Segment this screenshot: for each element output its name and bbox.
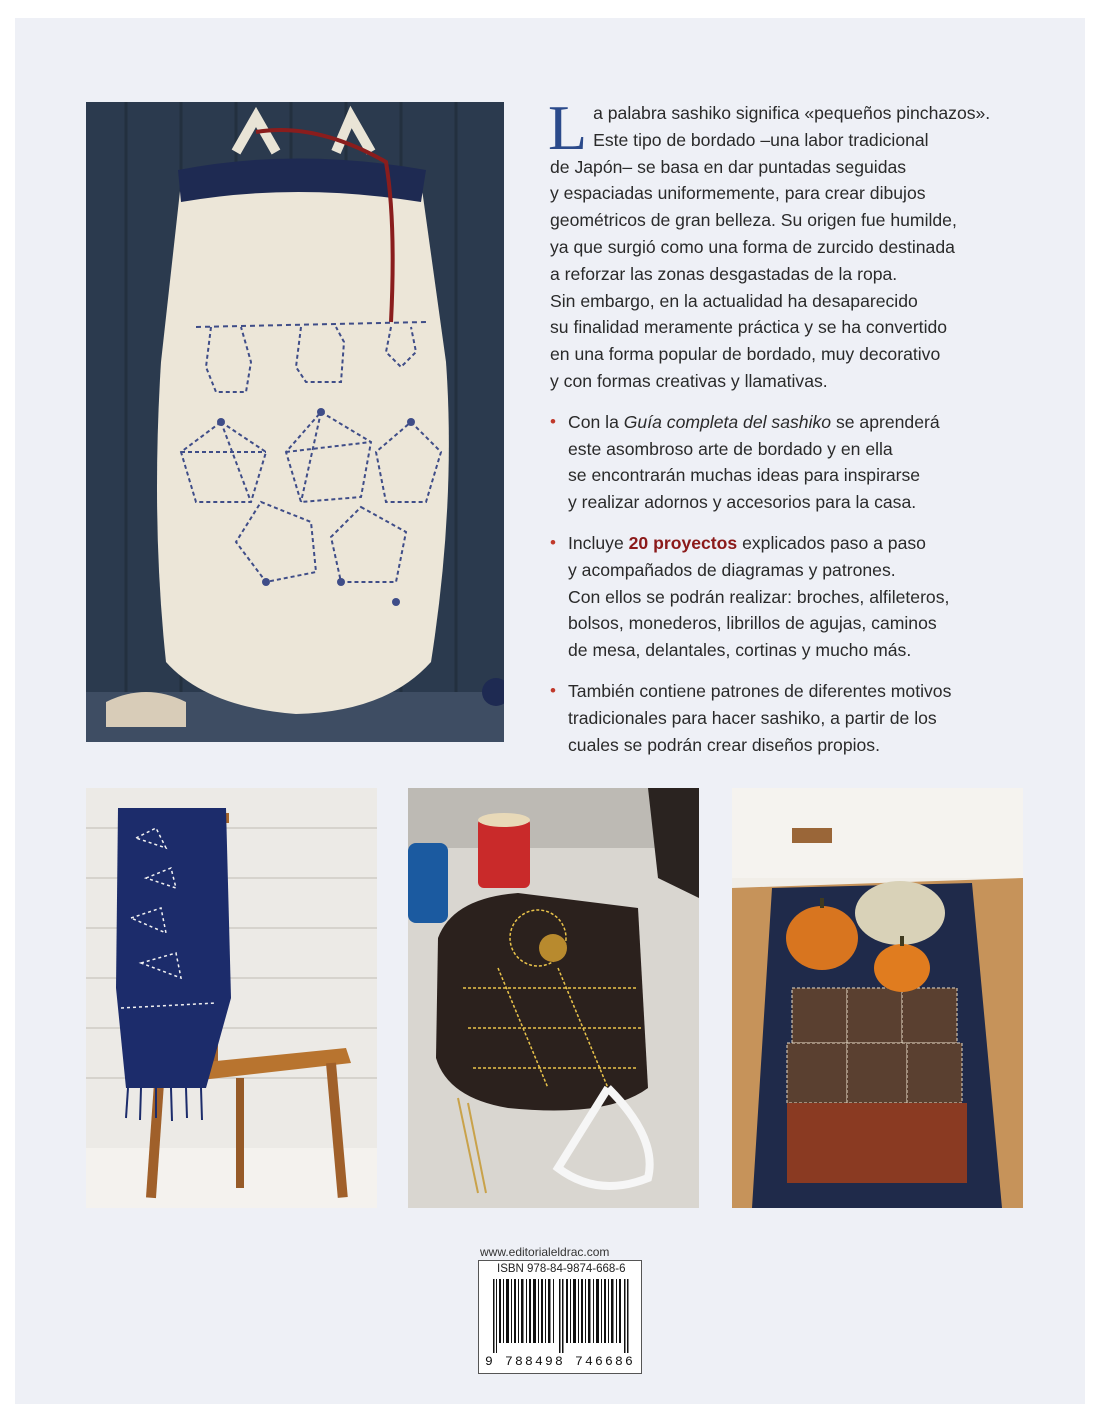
bullet-line: tradicionales para hacer sashiko, a partir de los xyxy=(568,707,937,728)
bullet-text: se aprenderá xyxy=(831,411,940,432)
intro-line: de Japón– se basa en dar puntadas seguidas xyxy=(550,156,907,177)
bullet-line: y realizar adornos y accesorios para la casa. xyxy=(568,492,917,513)
intro-line: Este tipo de bordado –una labor tradicional xyxy=(593,129,929,150)
intro-line: Sin embargo, en la actualidad ha desaparecido xyxy=(550,290,918,311)
drop-cap: L xyxy=(548,92,588,163)
bullet-guide xyxy=(550,409,1040,516)
bullet-text: Con la xyxy=(568,411,624,432)
bullet-line xyxy=(568,530,1040,557)
bullet-projects xyxy=(550,530,1040,664)
bullet-text: explicados paso a paso xyxy=(737,532,926,553)
intro-line: geométricos de gran belleza. Su origen fue humilde, xyxy=(550,210,957,231)
description-text xyxy=(548,92,1040,758)
intro-line: en una forma popular de bordado, muy decorativo xyxy=(550,344,941,365)
photo-scarf-chair xyxy=(86,788,377,1208)
photo-sewing-pouch xyxy=(408,788,699,1208)
intro-line: y espaciadas uniformemente, para crear dibujos xyxy=(550,183,926,204)
publisher-url: www.editorialeldrac.com xyxy=(480,1245,610,1259)
bullet-line: bolsos, monederos, librillos de agujas, caminos xyxy=(568,613,937,634)
bullet-line xyxy=(568,409,1040,436)
bullet-line: Con ellos se podrán realizar: broches, alfileteros, xyxy=(568,586,950,607)
intro-line: y con formas creativas y llamativas. xyxy=(550,370,828,391)
barcode-digits: 9 788498 746686 xyxy=(485,1354,636,1369)
projects-highlight: 20 proyectos xyxy=(628,532,738,553)
intro-line: a palabra sashiko significa «pequeños pinchazos». xyxy=(593,103,991,123)
photo-sashiko-bag xyxy=(86,102,504,742)
bullet-icon: • xyxy=(550,680,556,700)
bullet-line: de mesa, delantales, cortinas y mucho más. xyxy=(568,640,912,661)
bullet-line: y acompañados de diagramas y patrones. xyxy=(568,559,896,580)
bullet-text: Incluye xyxy=(568,532,629,553)
isbn-barcode xyxy=(478,1260,642,1374)
isbn-number: ISBN 978-84-9874-668-6 xyxy=(497,1263,626,1275)
bullet-line: este asombroso arte de bordado y en ella xyxy=(568,438,893,459)
bullet-patterns xyxy=(550,678,1040,758)
intro-line: su finalidad meramente práctica y se ha convertido xyxy=(550,317,948,338)
bullet-line: También contiene patrones de diferentes motivos xyxy=(568,680,952,701)
bullet-line: se encontrarán muchas ideas para inspirarse xyxy=(568,465,921,486)
bullet-line: cuales se podrán crear diseños propios. xyxy=(568,734,880,755)
intro-line: a reforzar las zonas desgastadas de la ropa. xyxy=(550,263,898,284)
bullet-icon: • xyxy=(550,532,556,552)
intro-line: ya que surgió como una forma de zurcido destinada xyxy=(550,236,955,257)
intro-paragraph xyxy=(548,92,1040,395)
book-title: Guía completa del sashiko xyxy=(623,411,832,432)
bullet-icon: • xyxy=(550,411,556,431)
photo-table-runner xyxy=(732,788,1023,1208)
barcode-icon xyxy=(493,1279,629,1353)
